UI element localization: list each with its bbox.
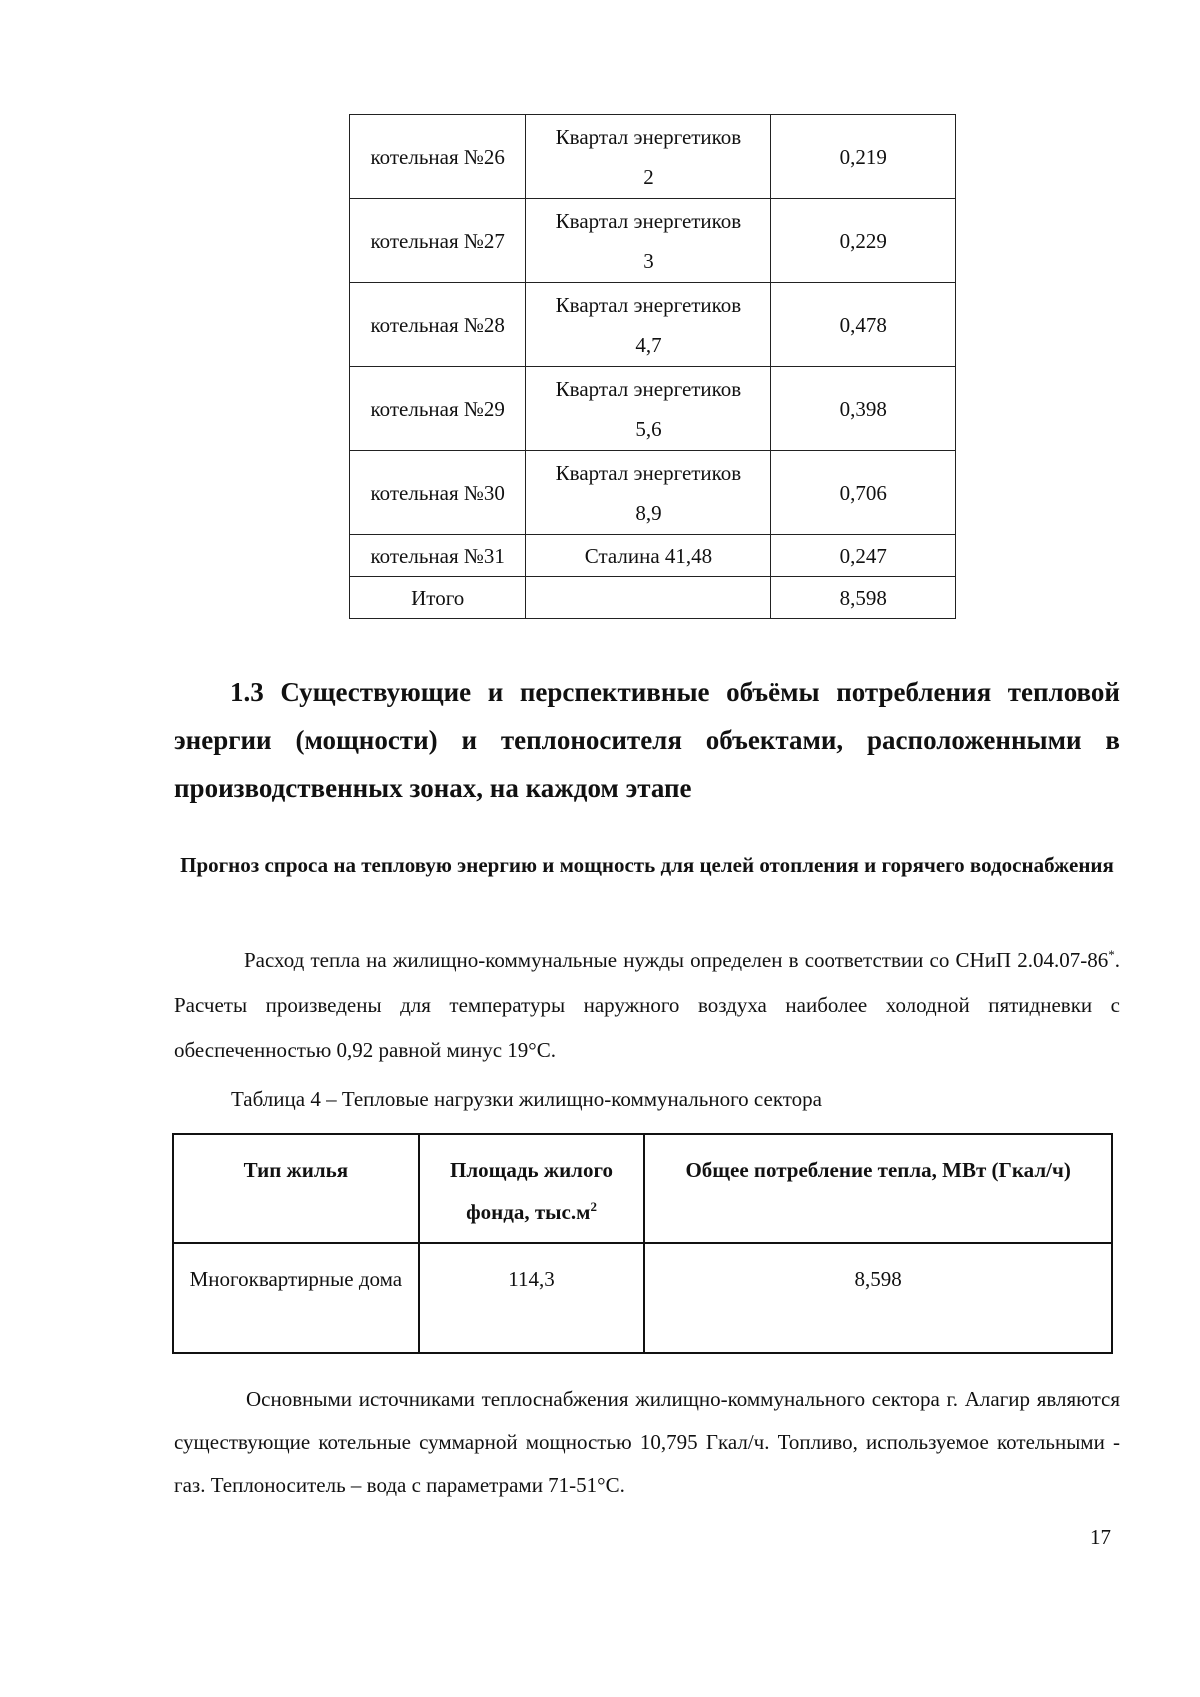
table-row [350, 115, 956, 199]
boiler-name: котельная №28 [350, 283, 526, 367]
boiler-name: котельная №29 [350, 367, 526, 451]
table-row [350, 199, 956, 283]
boiler-name: котельная №30 [350, 451, 526, 535]
table-row-total [350, 577, 956, 619]
cell-housing-type: Многоквартирные дома [173, 1243, 419, 1353]
table-header-row [173, 1134, 1112, 1243]
boiler-address: Сталина 41,48 [526, 535, 771, 577]
boiler-address: Квартал энергетиков 2 [526, 115, 771, 199]
table-row [173, 1243, 1112, 1353]
boiler-name: котельная №31 [350, 535, 526, 577]
table-row [350, 283, 956, 367]
boiler-address: Квартал энергетиков 3 [526, 199, 771, 283]
header-consumption: Общее потребление тепла, МВт (Гкал/ч) [644, 1134, 1112, 1243]
boiler-value: 0,229 [771, 199, 956, 283]
header-area: Площадь жилого фонда, $тыс.м^2$ [419, 1134, 645, 1243]
total-value: 8,598 [771, 577, 956, 619]
boiler-value: 0,247 [771, 535, 956, 577]
page-number: 17 [1090, 1525, 1111, 1549]
boiler-value: 0,706 [771, 451, 956, 535]
total-address [526, 577, 771, 619]
boiler-name: котельная №27 [350, 199, 526, 283]
boiler-value: 0,219 [771, 115, 956, 199]
cell-consumption: 8,598 [644, 1243, 1112, 1353]
table4-caption: Таблица 4 – Тепловые нагрузки жилищно-коммунального сектора [231, 1087, 822, 1111]
boiler-address: Квартал энергетиков 4,7 [526, 283, 771, 367]
boiler-value: 0,398 [771, 367, 956, 451]
boiler-name: котельная №26 [350, 115, 526, 199]
table-row [350, 451, 956, 535]
paragraph-heat-sources: Основными источниками теплоснабжения жилищно-коммунального сектора г. Алагир являются существующие котельные суммарной мощностью 10,795 Гкал/ч. Топливо, используемое котельными - газ. Теплоноситель – вода с параметрами 71-51°С. [174, 1387, 1120, 1497]
table-row [350, 367, 956, 451]
total-label: Итого [350, 577, 526, 619]
footnote-mark: * [1108, 947, 1115, 962]
subheading: Прогноз спроса на тепловую энергию и мощность для целей отопления и горячего водоснабжения [180, 853, 1114, 877]
boiler-address: Квартал энергетиков 8,9 [526, 451, 771, 535]
heat-load-table [172, 1133, 1113, 1354]
boiler-value: 0,478 [771, 283, 956, 367]
boiler-address: Квартал энергетиков 5,6 [526, 367, 771, 451]
boiler-table [349, 114, 956, 619]
paragraph-snip: Расход тепла на жилищно-коммунальные нужды определен в соответствии со СНиП 2.04.07-86*. Расчеты произведены для температуры наружного воздуха наиболее холодной пятидневки с обеспеченностью 0,92 равной минус 19°С. [174, 947, 1120, 1062]
table-row [350, 535, 956, 577]
section-heading: 1.3 Существующие и перспективные объёмы потребления тепловой энергии (мощности) и теплоносителя объектами, расположенными в производственных зонах, на каждом этапе [174, 677, 1120, 803]
header-housing-type: Тип жилья [173, 1134, 419, 1243]
cell-area: 114,3 [419, 1243, 645, 1353]
